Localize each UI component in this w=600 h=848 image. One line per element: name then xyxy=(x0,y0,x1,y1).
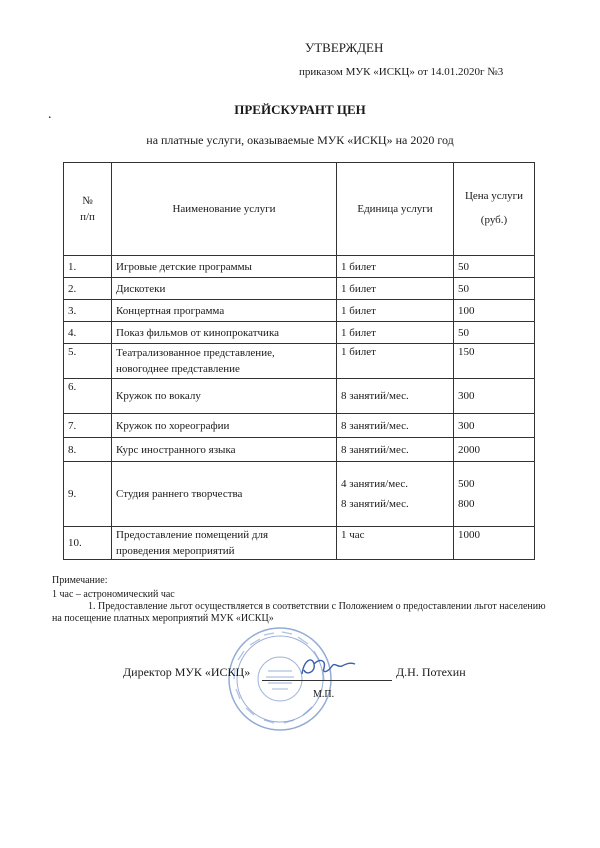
row-service-name: Студия раннего творчества xyxy=(112,462,337,527)
table-row xyxy=(64,278,535,300)
row-number: 9. xyxy=(64,462,112,527)
order-reference: приказом МУК «ИСКЦ» от 14.01.2020г №3 xyxy=(299,66,504,78)
note-title: Примечание: xyxy=(52,575,108,586)
row-unit: 1 билет xyxy=(337,256,454,278)
table-row xyxy=(64,322,535,344)
director-name: Д.Н. Потехин xyxy=(396,665,466,679)
row-service-name: Курс иностранного языка xyxy=(112,438,337,462)
row-unit: 1 билет xyxy=(337,278,454,300)
row-unit: 1 билет xyxy=(337,300,454,322)
row-service-name: Кружок по вокалу xyxy=(112,379,337,414)
row-price: 2000 xyxy=(454,438,535,462)
row-service-name: Кружок по хореографии xyxy=(112,414,337,438)
row-price: 50 xyxy=(454,278,535,300)
row-service-name: Дискотеки xyxy=(112,278,337,300)
price-table xyxy=(63,162,535,560)
row-service-name: Концертная программа xyxy=(112,300,337,322)
table-row xyxy=(64,300,535,322)
row-unit xyxy=(337,462,454,527)
row-service-name xyxy=(112,344,337,379)
table-row xyxy=(64,414,535,438)
director-title: Директор МУК «ИСКЦ» xyxy=(123,665,251,679)
row-service-name xyxy=(112,527,337,560)
table-row xyxy=(64,438,535,462)
row-number: 3. xyxy=(64,300,112,322)
row-number: 10. xyxy=(64,527,112,560)
row-unit: 8 занятий/мес. xyxy=(337,379,454,414)
row-price: 100 xyxy=(454,300,535,322)
row-unit: 1 билет xyxy=(337,344,454,379)
row-unit: 1 час xyxy=(337,527,454,560)
stray-dot: . xyxy=(48,107,52,122)
table-row xyxy=(64,256,535,278)
row-number: 6. xyxy=(64,379,112,414)
row-number: 5. xyxy=(64,344,112,379)
row-price: 300 xyxy=(454,379,535,414)
header-number-line2: п/п xyxy=(80,211,95,223)
row-service-name-line2: новогоднее представление xyxy=(116,363,240,375)
row-price: 150 xyxy=(454,344,535,379)
row-unit: 8 занятий/мес. xyxy=(337,414,454,438)
handwritten-signature-icon xyxy=(298,652,358,682)
row-number: 4. xyxy=(64,322,112,344)
row-price: 1000 xyxy=(454,527,535,560)
row-unit: 1 билет xyxy=(337,322,454,344)
document-title: ПРЕЙСКУРАНТ ЦЕН xyxy=(234,102,366,117)
header-price-line2: (руб.) xyxy=(480,214,508,226)
note-benefits: 1. Предоставление льгот осуществляется в соответствии с Положением о предоставлении льгот населению на посещение платных мероприятий МУК «ИСКЦ» xyxy=(52,601,546,624)
row-service-name-line2: проведения мероприятий xyxy=(116,545,235,557)
table-row xyxy=(64,379,535,414)
row-price-line2: 800 xyxy=(458,498,475,510)
header-number xyxy=(64,163,112,256)
stamp-place-label: М.П. xyxy=(313,689,335,700)
table-row xyxy=(64,527,535,560)
header-price xyxy=(454,163,535,256)
row-unit-line1: 4 занятия/мес. xyxy=(341,478,408,490)
row-service-name: Игровые детские программы xyxy=(112,256,337,278)
row-number: 8. xyxy=(64,438,112,462)
header-price-line1: Цена услуги xyxy=(464,190,524,202)
row-service-name-line1: Предоставление помещений для xyxy=(116,529,269,541)
row-number: 1. xyxy=(64,256,112,278)
header-service-name: Наименование услуги xyxy=(112,163,337,256)
row-number: 2. xyxy=(64,278,112,300)
row-service-name-line1: Театрализованное представление, xyxy=(116,347,275,359)
row-price-line1: 500 xyxy=(458,478,475,490)
row-number: 7. xyxy=(64,414,112,438)
row-unit: 8 занятий/мес. xyxy=(337,438,454,462)
row-price: 300 xyxy=(454,414,535,438)
document-subtitle: на платные услуги, оказываемые МУК «ИСКЦ» на 2020 год xyxy=(146,133,454,147)
row-price: 50 xyxy=(454,322,535,344)
table-header-row xyxy=(64,163,535,256)
header-unit: Единица услуги xyxy=(337,163,454,256)
table-row xyxy=(64,462,535,527)
row-price xyxy=(454,462,535,527)
row-service-name: Показ фильмов от кинопрокатчика xyxy=(112,322,337,344)
header-number-line1: № xyxy=(82,195,93,207)
row-unit-line2: 8 занятий/мес. xyxy=(341,498,409,510)
note-hour-definition: 1 час – астрономический час xyxy=(52,589,175,600)
row-price: 50 xyxy=(454,256,535,278)
table-row xyxy=(64,344,535,379)
approved-label: УТВЕРЖДЕН xyxy=(305,40,384,55)
